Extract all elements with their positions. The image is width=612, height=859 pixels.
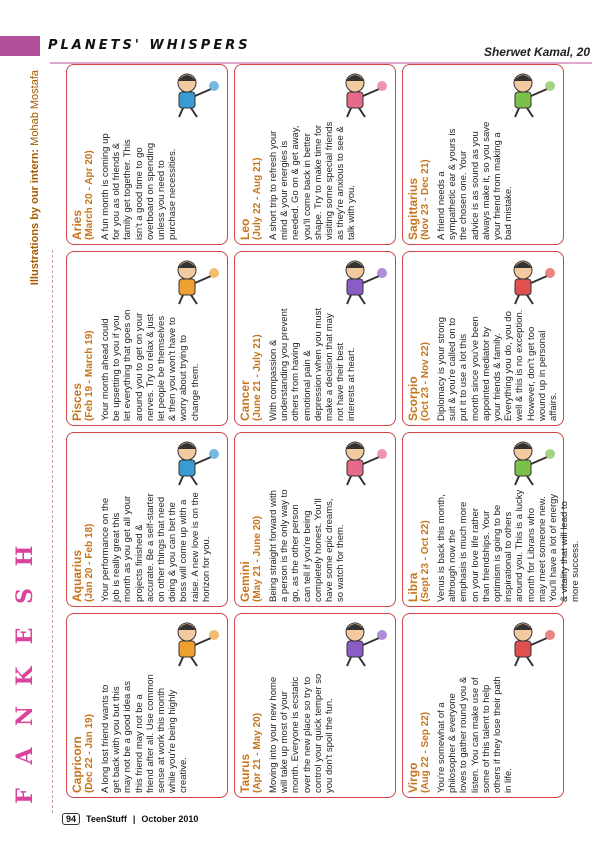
sign-dates: (Jan 20 - Feb 18) (84, 523, 95, 602)
fankesh-letter: K (12, 664, 38, 686)
illustrations-label: Illustrations by our intern: (29, 148, 41, 286)
cartoon-illustration (503, 256, 561, 306)
horoscope-card-cancer (234, 251, 396, 426)
section-title: PLANETS' WHISPERS (48, 38, 251, 53)
sign-dates: (Feb 19 - March 19) (84, 330, 95, 421)
sign-forecast: Your month ahead could be upsetting to you if you let everything that goes on around you to get on your nerves. Try to relax & just let people be themselves & then you won't have to worry about trying to change them. (100, 309, 201, 421)
magazine-name: TeenStuff (86, 814, 127, 824)
sign-dates: (June 21 - July 21) (252, 334, 263, 421)
horoscope-card-aquarius (66, 432, 228, 607)
sign-name: Capricorn (70, 736, 84, 793)
sign-dates: (Aug 22 - Sep 22) (420, 711, 431, 793)
sign-name: Leo (238, 218, 252, 240)
sign-name: Aquarius (70, 549, 84, 602)
sign-dates: (March 20 - Apr 20) (84, 150, 95, 240)
divider-line (52, 250, 53, 813)
fankesh-letter: E (12, 625, 38, 645)
horoscope-card-libra (402, 432, 582, 607)
cartoon-illustration (503, 69, 561, 119)
sign-dates: (Oct 23 - Nov 22) (420, 342, 431, 421)
sign-name: Virgo (406, 762, 420, 793)
horoscope-card-virgo (402, 613, 564, 798)
fankesh-letter: F (12, 786, 38, 804)
sign-name: Sagittarius (406, 177, 420, 240)
sign-forecast: Being straight forward with a person is the only way to go, as the other person can tell if you're being completely honest. You'll have some epic dreams, so watch for them. (268, 489, 347, 602)
sign-name: Libra (406, 572, 420, 602)
cartoon-illustration (167, 618, 225, 668)
cartoon-illustration (167, 437, 225, 487)
sign-dates: (Apr 21 - May 20) (252, 712, 263, 793)
sign-forecast: A long lost friend wants to get back with you but this may not be a good idea as this friend may not be a friend after all. Use common sense at work this month while you're being highly creative. (100, 674, 190, 793)
page-number: 94 (62, 813, 80, 825)
sign-forecast: Moving into your new home will take up most of your month. Everyone is ecstatic over the new place so try to control your quick temper so you don't spoil the fun. (268, 673, 336, 793)
sign-forecast: Diplomacy is your strong suit & you're called on to put it to use a lot this month since you've been appointed mediator by your friends & family. Everything you do, you do well & this is no exception. However, don't get too wound up in personal affairs. (436, 309, 560, 421)
cartoon-illustration (503, 618, 561, 668)
cartoon-illustration (167, 256, 225, 306)
sign-forecast: A friend needs a sympathetic ear & yours is the chosen one. Your advice is as sound as you always make it, so you save your friend from making a bad mistake. (436, 121, 515, 240)
cartoon-illustration (335, 437, 393, 487)
fankesh-letter: S (12, 586, 38, 604)
horoscope-card-taurus (234, 613, 396, 798)
fankesh-vertical-title (5, 535, 45, 815)
cartoon-illustration (167, 69, 225, 119)
illustrations-credit (25, 70, 45, 550)
sign-dates: (Dec 22 - Jan 19) (84, 714, 95, 793)
cartoon-illustration (503, 437, 561, 487)
footer-separator: | (132, 814, 136, 824)
cartoon-illustration (335, 256, 393, 306)
sign-name: Taurus (238, 753, 252, 793)
sign-forecast: You're somewhat of a philosopher & everyone loves to gather round you & listen. You can make use of some of this talent to help others if they lose their path in life. (436, 676, 515, 793)
sign-dates: (Sept 23 - Oct 22) (420, 520, 431, 602)
cartoon-illustration (335, 69, 393, 119)
horoscope-card-pisces (66, 251, 228, 426)
horoscope-card-capricorn (66, 613, 228, 798)
sign-forecast: Venus is back this month, although now the emphasis is much more on your love life rather than friendships. Your optimism is going to be inspirational to others around you. This is a lucky month for Librans who may meet someone new. You'll have a lot of energy & vitality that will lead to more success. (436, 489, 582, 602)
page-footer (62, 813, 198, 825)
sign-dates: (May 21 - June 20) (252, 515, 263, 602)
illustrator-name: Mohab Mostafa (29, 70, 41, 146)
horoscope-card-scorpio (402, 251, 564, 426)
sign-forecast: Your performance on the job is really great this month as you get all your projects finished & accurate. Be a self-starter on other things that need doing & you can bet the boss will come up with a raise. A new love is on the horizon for you. (100, 492, 212, 602)
horoscope-card-sagittarius (402, 64, 564, 245)
issue-date: October 2010 (141, 814, 199, 824)
fankesh-letter: N (12, 703, 38, 727)
sign-name: Scorpio (406, 376, 420, 421)
sign-name: Cancer (238, 380, 252, 421)
horoscope-card-gemini (234, 432, 396, 607)
sign-forecast: A fun month is coming up for you as old friends & family get together. This isn't a good time to go overboard on spending unless you need to purchase necessities. (100, 133, 179, 240)
sign-dates: (July 22 - Aug 21) (252, 157, 263, 240)
sign-name: Aries (70, 209, 84, 240)
horoscope-card-aries (66, 64, 228, 245)
horoscope-card-leo (234, 64, 396, 245)
sign-name: Gemini (238, 561, 252, 602)
author-name: Sherwet Kamal, 20 (483, 45, 590, 59)
sign-dates: (Nov 23 - Dec 21) (420, 159, 431, 240)
header-accent-bar (0, 36, 40, 56)
sign-forecast: A short trip to refresh your mind & your energies is needed. Go on & get away, you'll come back in better shape. Try to make time for visiting some special friends as they're anxious to see & talk with you. (268, 121, 358, 240)
sign-name: Pisces (70, 382, 84, 421)
sign-forecast: With compassion & understanding you prevent others from having emotional pain & depression when you must make a decision that may not have their best interests at heart. (268, 307, 358, 421)
fankesh-letter: A (12, 745, 38, 765)
cartoon-illustration (335, 618, 393, 668)
fankesh-letter: H (12, 543, 38, 567)
